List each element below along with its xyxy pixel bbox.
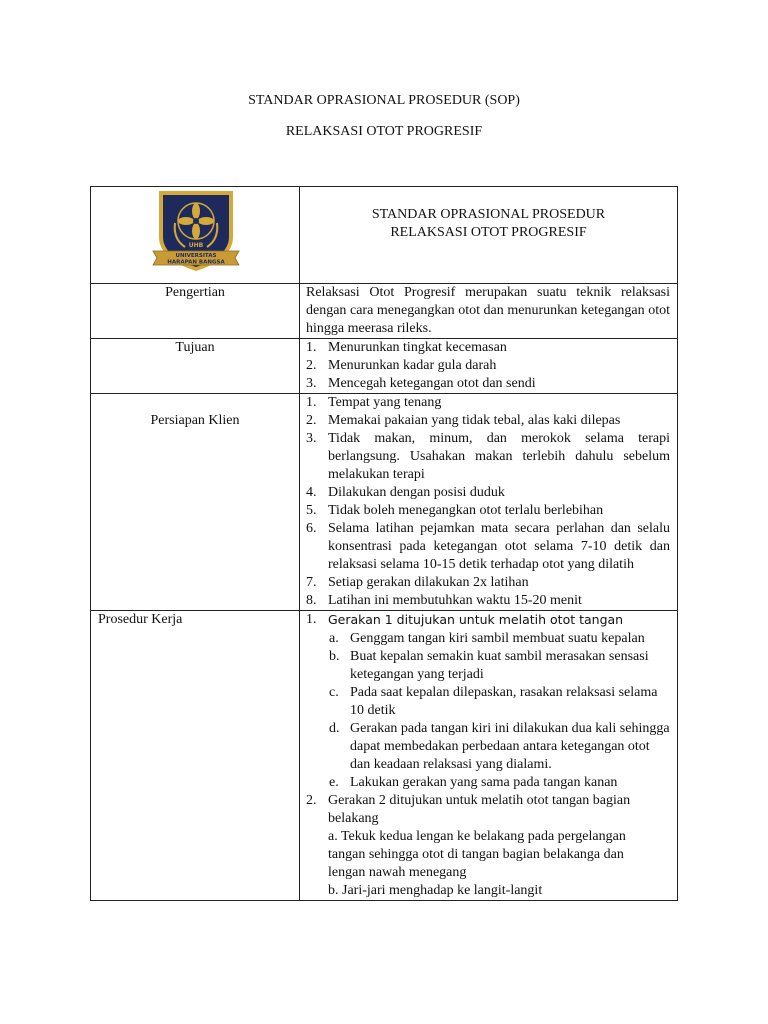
list-item: 8. Latihan ini membutuhkan waktu 15-20 menit [306,593,582,608]
step2-line-b: b. Jari-jari menghadap ke langit-langit [328,883,543,898]
logo-banner-line1: UNIVERSITAS [175,253,217,259]
list-item: b. Buat kepalan semakin kuat sambil merasakan sensasi ketegangan yang terjadi [329,649,649,682]
list-item: 2. Menurunkan kadar gula darah [306,358,497,373]
header-title-line1: STANDAR OPRASIONAL PROSEDUR [371,207,606,222]
list-item: d. Gerakan pada tangan kiri ini dilakukan dua kali sehingga dapat membedakan perbedaan antara ketegangan otot dan keadaan relaksasi yang dialami. [329,721,670,772]
sop-table [90,186,678,901]
pengertian-cell [300,284,678,339]
list-item: 1. Menurunkan tingkat kecemasan [306,340,507,355]
list-item: 6. Selama latihan pejamkan mata secara perlahan dan selalu konsentrasi pada ketegangan otot selama 7-10 detik dan relaksasi selama 10-15 detik terhadap otot yang dilatih [306,521,670,572]
list-item: 4. Dilakukan dengan posisi duduk [306,485,505,500]
step1-text: Gerakan 1 ditujukan untuk melatih otot tangan [328,612,624,627]
prosedur-label: Prosedur Kerja [91,611,300,901]
tujuan-cell [300,339,678,394]
list-item: a. Genggam tangan kiri sambil membuat suatu kepalan [329,631,645,646]
list-item: 5. Tidak boleh menegangkan otot terlalu berlebihan [306,503,604,518]
prosedur-row [91,611,678,901]
list-item: e. Lakukan gerakan yang sama pada tangan kanan [329,775,618,790]
uhb-university-logo [151,187,241,277]
header-title-line2: RELAKSASI OTOT PROGRESIF [390,225,587,240]
pengertian-text: Relaksasi Otot Progresif merupakan suatu teknik relaksasi dengan cara menegangkan otot dan menurunkan ketegangan otot hingga meerasa rileks. [306,285,670,336]
header-row [91,187,678,284]
step2-line-a: a. Tekuk kedua lengan ke belakang pada pergelangan tangan sehingga otot di tangan bagian belakanga dan lengan nawah menegang [328,829,626,880]
list-item: 1. Tempat yang tenang [306,395,442,410]
header-title-cell [300,187,678,284]
list-item: 3. Tidak makan, minum, dan merokok selama terapi berlangsung. Usahakan makan terlebih dahulu sebelum melakukan terapi [306,431,670,482]
document-title: STANDAR OPRASIONAL PROSEDUR (SOP) [248,93,520,108]
list-item: 7. Setiap gerakan dilakukan 2x latihan [306,575,529,590]
persiapan-row [91,394,678,611]
tujuan-label: Tujuan [91,339,300,394]
document-subtitle: RELAKSASI OTOT PROGRESIF [285,124,483,139]
prosedur-cell [300,611,678,901]
list-item: 2. Memakai pakaian yang tidak tebal, alas kaki dilepas [306,413,621,428]
list-item: 3. Mencegah ketegangan otot dan sendi [306,376,536,391]
logo-cell [91,187,300,284]
prosedur-list-2 [300,792,677,828]
persiapan-list [300,394,677,610]
list-item: 1. Gerakan 1 ditujukan untuk melatih otot tangan [306,612,624,627]
pengertian-label: Pengertian [91,284,300,339]
step2-text: Gerakan 2 ditujukan untuk melatih otot tangan bagian belakang [328,793,631,826]
tujuan-list [300,339,677,393]
tujuan-row [91,339,678,394]
list-item: 2. Gerakan 2 ditujukan untuk melatih otot tangan bagian belakang [306,793,631,826]
prosedur-list [300,611,677,630]
list-item: c. Pada saat kepalan dilepaskan, rasakan relaksasi selama 10 detik [329,685,658,718]
persiapan-cell [300,394,678,611]
logo-banner-line2: HARAPAN BANGSA [167,259,225,266]
persiapan-label: Persiapan Klien [91,394,300,611]
pengertian-row [91,284,678,339]
step1-sublist [300,630,677,792]
logo-monogram: UHB [188,242,204,249]
